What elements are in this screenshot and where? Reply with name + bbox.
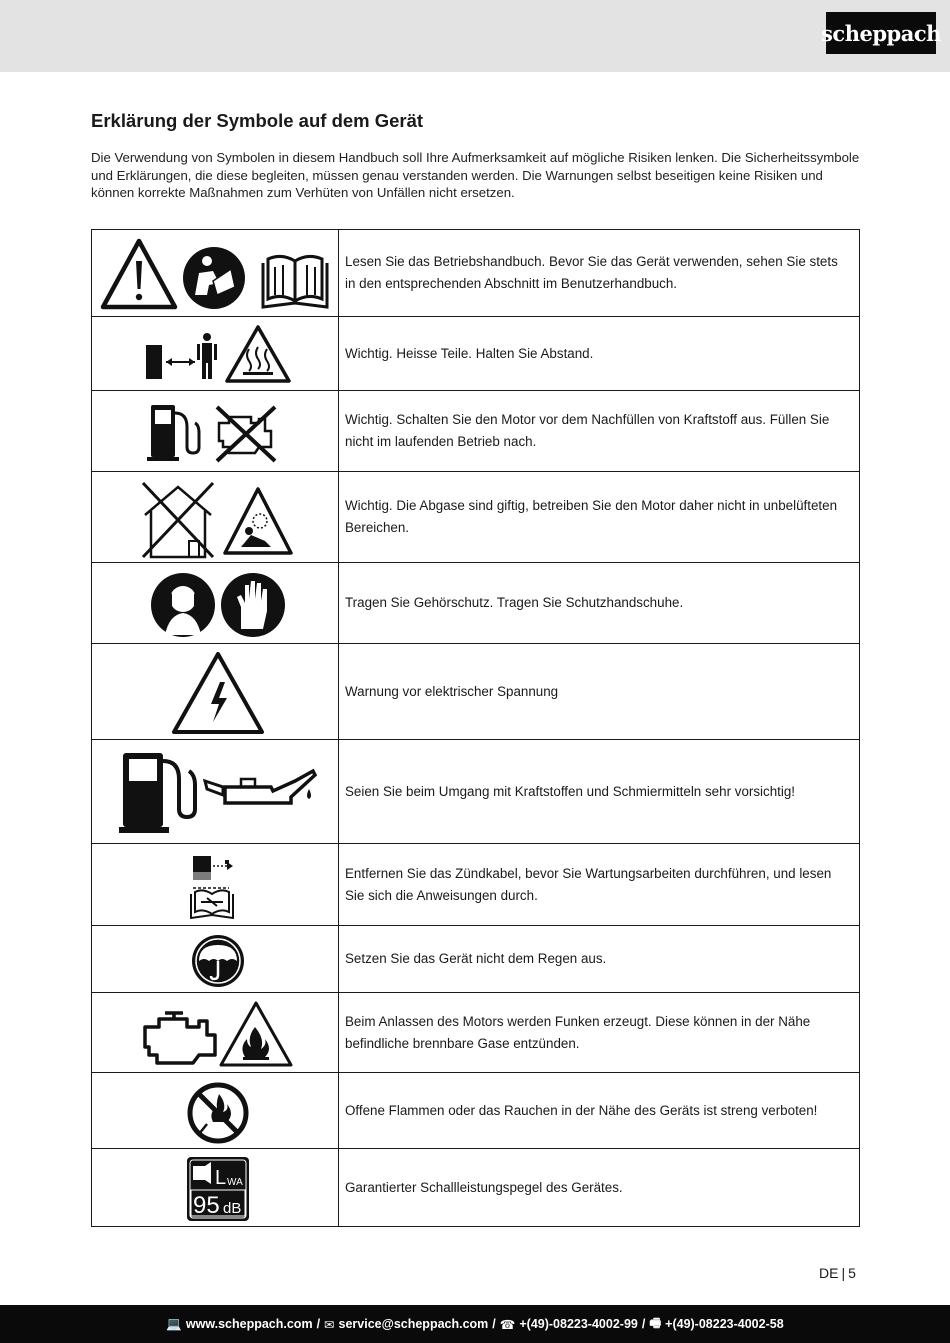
symbol-description: Offene Flammen oder das Rauchen in der Nähe des Geräts ist streng verboten!: [339, 1073, 860, 1149]
footer-separator: /: [492, 1317, 496, 1331]
table-row: [92, 1149, 860, 1227]
intro-paragraph: Die Verwendung von Symbolen in diesem Handbuch soll Ihre Aufmerksamkeit auf mögliche Risiken lenken. Die Sicherheitssymbole und Erklärungen, die diese begleiten, müssen genau verstanden werden. Die Warnungen selbst beseitigen keine Risiken und können korrekte Maßnahmen zum Verhüten von Unfällen nicht ersetzen.: [91, 150, 860, 200]
brand-logo: scheppach: [826, 12, 936, 54]
phone-icon: ☎: [499, 1317, 516, 1332]
symbol-description: Entfernen Sie das Zündkabel, bevor Sie Wartungsarbeiten durchführen, und lesen Sie sich die Anweisungen durch.: [339, 844, 860, 926]
table-row: [92, 230, 860, 317]
warning-exclamation-icon: [103, 241, 175, 307]
db-unit: dB: [223, 1199, 242, 1217]
footer-separator: /: [316, 1317, 321, 1331]
footer-bar: [0, 1305, 950, 1343]
house-crossed-icon: [143, 483, 213, 557]
footer-separator: /: [641, 1317, 646, 1331]
ear-protection-icon: [151, 573, 215, 637]
table-row: [92, 472, 860, 563]
fuel-pump-icon: [147, 405, 199, 461]
no-open-flame-icon: [190, 1085, 246, 1141]
fire-warning-icon: [221, 1003, 291, 1065]
symbol-description: Setzen Sie das Gerät nicht dem Regen aus.: [339, 926, 860, 993]
table-row: [92, 740, 860, 844]
page-title: Erklärung der Symbole auf dem Gerät: [91, 110, 424, 131]
table-row: [92, 391, 860, 472]
table-row: [92, 926, 860, 993]
footer-phone: +(49)-08223-4002-99: [519, 1317, 638, 1331]
page-number: [819, 1265, 856, 1281]
page-index: 5: [848, 1265, 856, 1281]
engine-icon: [145, 1013, 215, 1063]
table-row: [92, 563, 860, 644]
umbrella-rain-icon: [192, 935, 244, 987]
fax-icon: 🖷: [649, 1315, 662, 1330]
gloves-icon: [221, 573, 285, 637]
mail-icon: ✉: [324, 1317, 335, 1332]
keep-distance-icon: [146, 333, 217, 379]
footer-mail[interactable]: service@scheppach.com: [338, 1317, 489, 1331]
read-manual-icon: [183, 247, 245, 309]
db-value: 95: [193, 1191, 220, 1219]
symbol-description: Wichtig. Die Abgase sind giftig, betreiben Sie den Motor daher nicht in unbelüfteten Bereichen.: [339, 472, 860, 563]
spark-plug-manual-icon: [191, 856, 233, 918]
symbol-description: Lesen Sie das Betriebshandbuch. Bevor Sie das Gerät verwenden, sehen Sie stets in den entsprechenden Abschnitt im Benutzerhandbuch.: [339, 230, 860, 317]
table-row: [92, 1073, 860, 1149]
page-separator: |: [841, 1265, 846, 1281]
oil-can-icon: [205, 771, 315, 803]
symbol-description: Tragen Sie Gehörschutz. Tragen Sie Schutzhandschuhe.: [339, 563, 860, 644]
symbol-description: Beim Anlassen des Motors werden Funken erzeugt. Diese können in der Nähe befindliche brennbare Gase entzünden.: [339, 993, 860, 1073]
hot-surface-warning-icon: [227, 327, 289, 381]
electric-shock-warning-icon: [174, 654, 262, 732]
footer-fax: +(49)-08223-4002-58: [665, 1317, 784, 1331]
table-row: [92, 644, 860, 740]
symbol-description: Seien Sie beim Umgang mit Kraftstoffen und Schmiermitteln sehr vorsichtig!: [339, 740, 860, 844]
lwa-label: L: [215, 1166, 227, 1189]
table-row: [92, 317, 860, 391]
symbol-description: Wichtig. Heisse Teile. Halten Sie Abstand.: [339, 317, 860, 391]
lwa-sub: WA: [227, 1176, 243, 1188]
header-bar: [0, 0, 950, 72]
open-book-icon: [263, 256, 327, 307]
table-row: [92, 993, 860, 1073]
engine-crossed-icon: [217, 407, 275, 461]
toxic-fumes-warning-icon: [225, 489, 291, 553]
symbol-description: Warnung vor elektrischer Spannung: [339, 644, 860, 740]
symbol-description: Garantierter Schallleistungspegel des Gerätes.: [339, 1149, 860, 1227]
sound-power-level-icon: [95, 1152, 335, 1224]
fuel-pump-icon: [119, 753, 195, 833]
symbols-table: [91, 229, 860, 1227]
symbol-description: Wichtig. Schalten Sie den Motor vor dem Nachfüllen von Kraftstoff aus. Füllen Sie nicht im laufenden Betrieb nach.: [339, 391, 860, 472]
computer-icon: 💻: [166, 1316, 182, 1331]
footer-web[interactable]: www.scheppach.com: [185, 1317, 313, 1331]
language-code: DE: [819, 1265, 839, 1281]
table-row: [92, 844, 860, 926]
